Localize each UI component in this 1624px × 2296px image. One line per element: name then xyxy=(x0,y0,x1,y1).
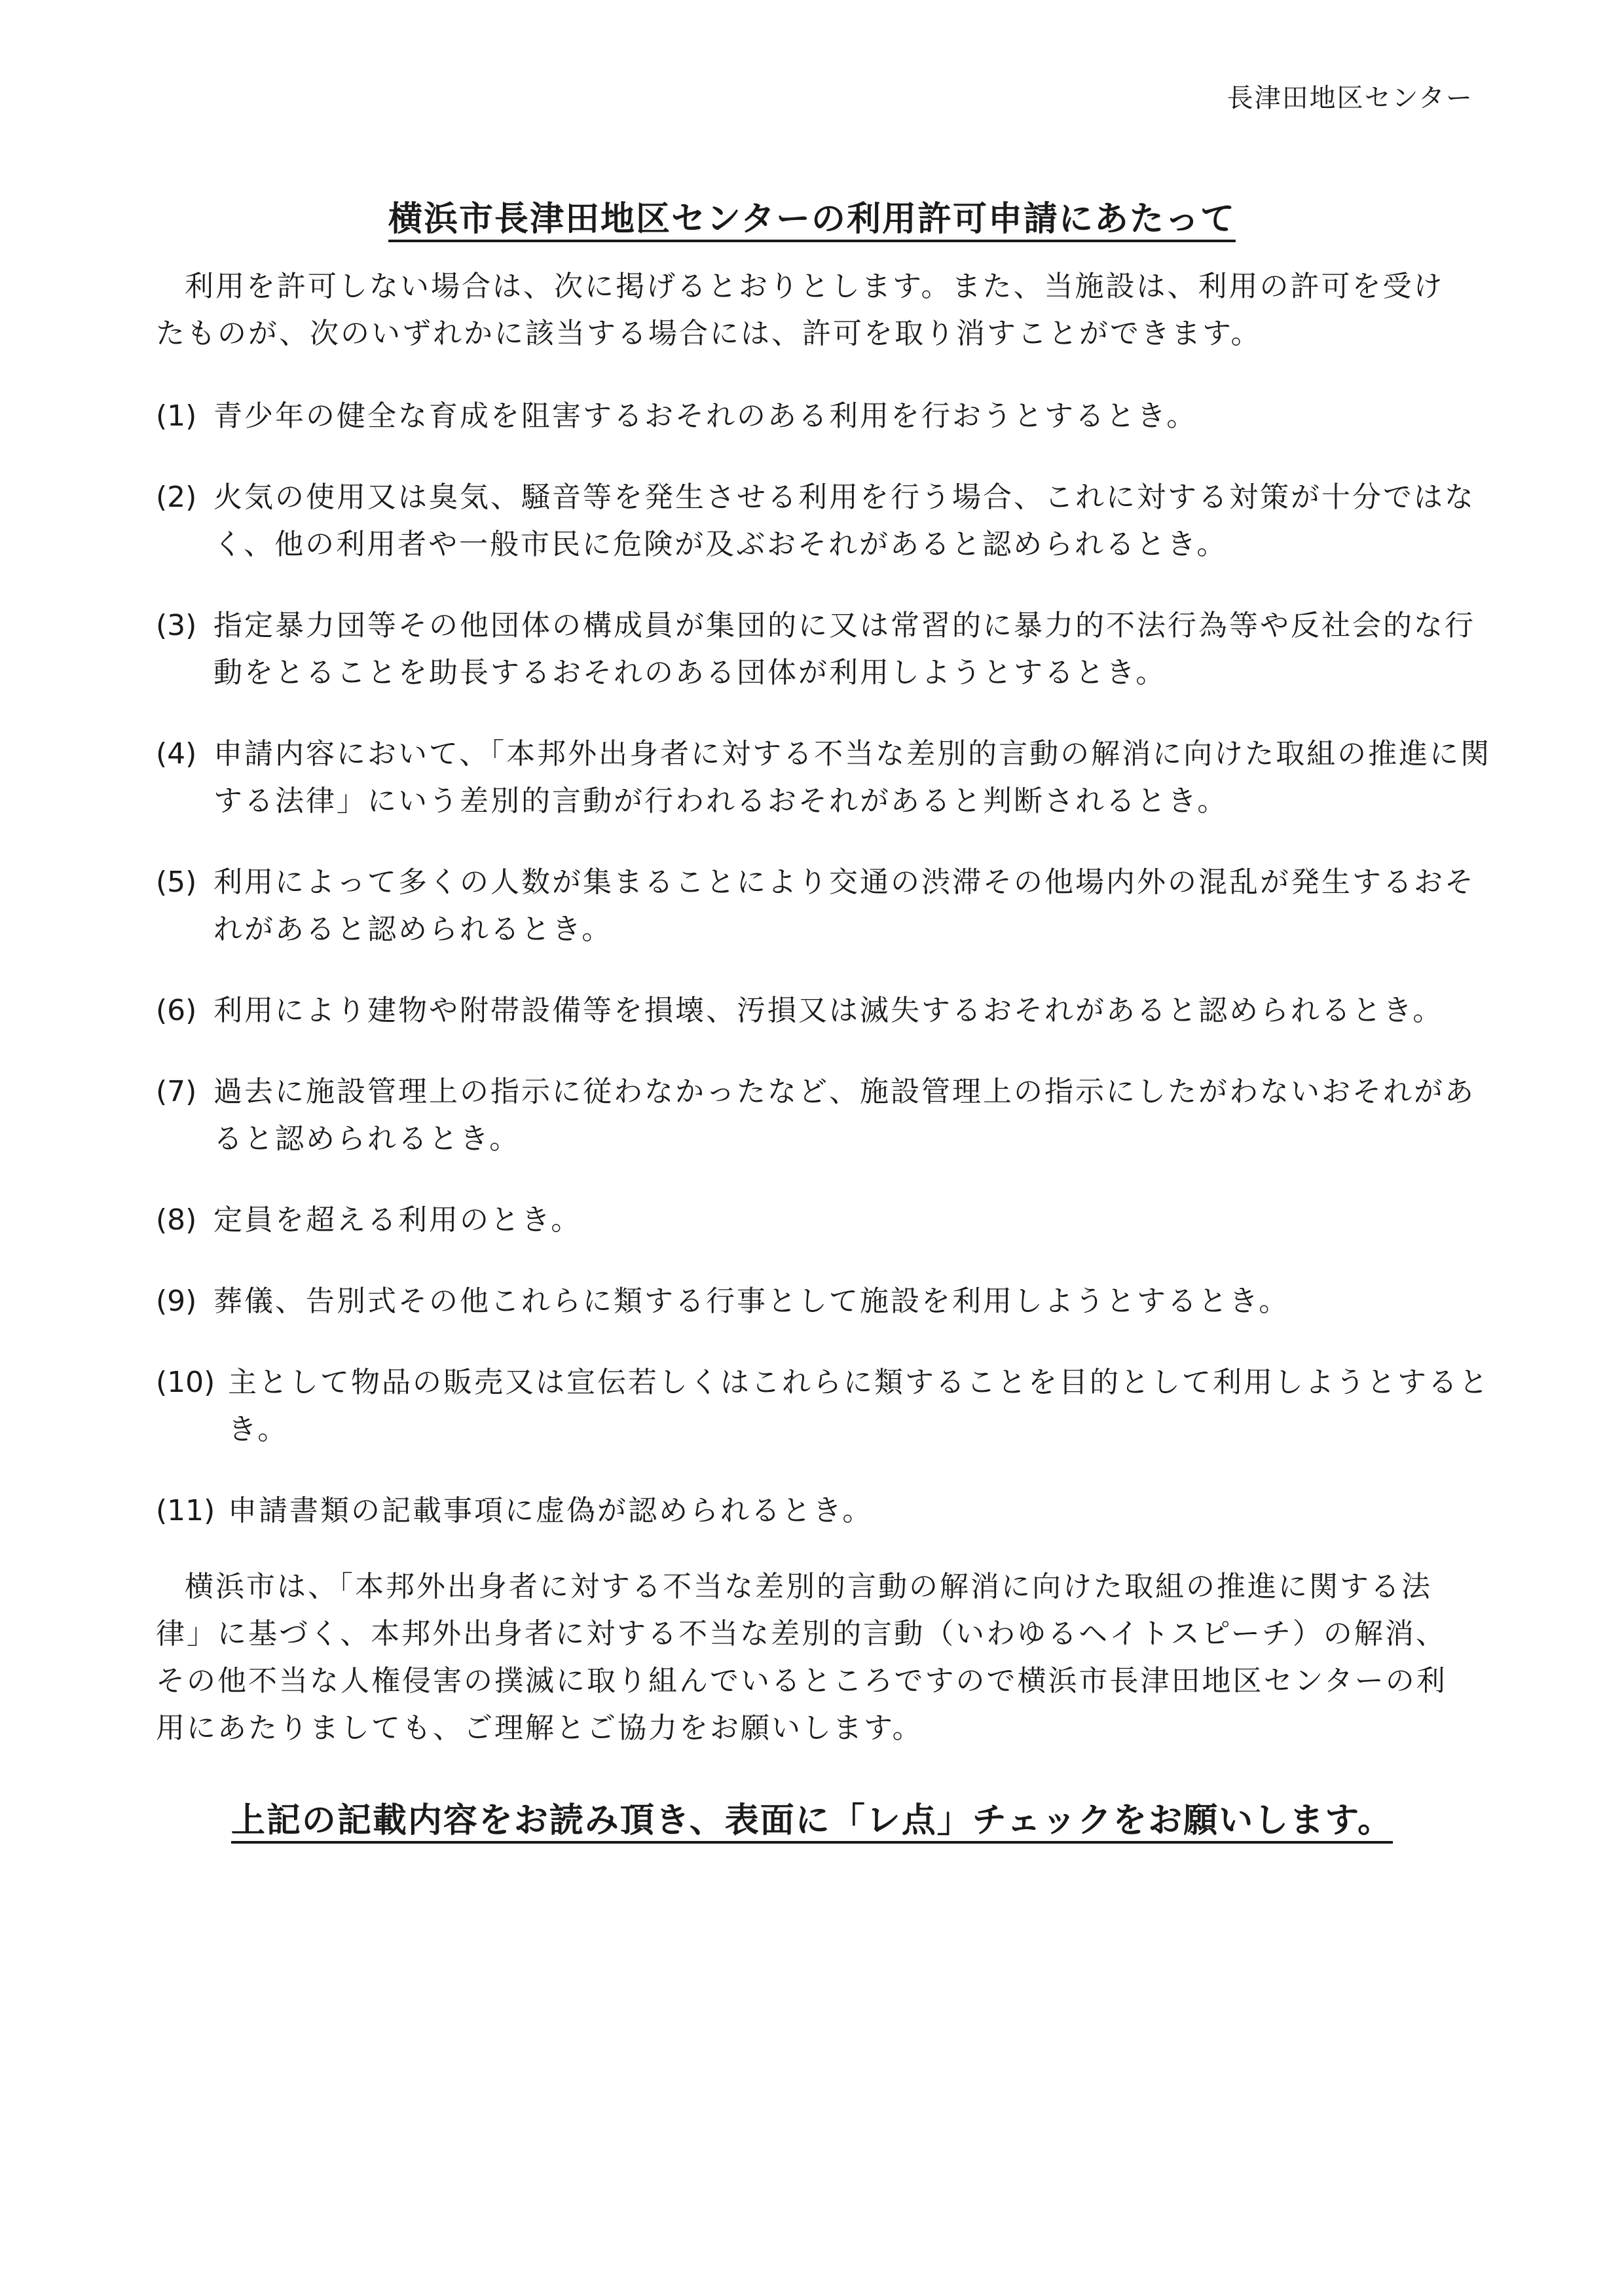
document-title xyxy=(0,191,1624,240)
checkmark-request xyxy=(0,1793,1624,1842)
item-text: 火気の使用又は臭気、騒音等を発生させる利用を行う場合、これに対する対策が十分ではなく、他の利用者や一般市民に危険が及ぶおそれがあると認められるとき。 xyxy=(213,481,1475,561)
item-number: (10) xyxy=(156,1366,215,1399)
closing-paragraph: 横浜市は、「本邦外出身者に対する不当な差別的言動の解消に向けた取組の推進に関する法律」に基づく、本邦外出身者に対する不当な差別的言動（いわゆるヘイトスピーチ）の解消、その他不当な人権侵害の撲滅に取り組んでいるところですので横浜市長津田地区センターの利用にあたりましても、ご理解とご協力をお願いします。 xyxy=(156,1570,1447,1745)
list-item xyxy=(156,474,1492,568)
list-item xyxy=(156,1278,1492,1325)
item-text: 葬儀、告別式その他これらに類する行事として施設を利用しようとするとき。 xyxy=(213,1285,1290,1318)
item-number: (3) xyxy=(156,609,197,642)
list-item xyxy=(156,1359,1492,1453)
item-number: (9) xyxy=(156,1285,197,1318)
list-item xyxy=(156,1197,1492,1244)
item-text: 定員を超える利用のとき。 xyxy=(213,1203,582,1237)
list-item xyxy=(156,1068,1492,1163)
checkmark-request-text: 上記の記載内容をお読み頂き、表面に「レ点」チェックをお願いします。 xyxy=(231,1801,1393,1840)
item-text: 主として物品の販売又は宣伝若しくはこれらに類することを目的として利用しようとするとき。 xyxy=(228,1366,1490,1446)
list-item xyxy=(156,393,1492,440)
item-number: (5) xyxy=(156,866,197,899)
item-number: (8) xyxy=(156,1203,197,1237)
conditions-list xyxy=(156,393,1492,1569)
item-text: 青少年の健全な育成を阻害するおそれのある利用を行おうとするとき。 xyxy=(213,399,1198,433)
list-item xyxy=(156,987,1492,1034)
item-text: 利用により建物や附帯設備等を損壊、汚損又は滅失するおそれがあると認められるとき。 xyxy=(213,994,1444,1027)
list-item xyxy=(156,1487,1492,1535)
list-item xyxy=(156,731,1492,825)
document-title-text: 横浜市長津田地区センターの利用許可申請にあたって xyxy=(388,200,1236,239)
item-number: (1) xyxy=(156,399,197,433)
item-number: (4) xyxy=(156,737,197,771)
item-text: 申請書類の記載事項に虚偽が認められるとき。 xyxy=(228,1494,874,1527)
item-text: 申請内容において、「本邦外出身者に対する不当な差別的言動の解消に向けた取組の推進に関する法律」にいう差別的言動が行われるおそれがあると判断されるとき。 xyxy=(213,737,1492,818)
item-number: (2) xyxy=(156,481,197,514)
item-text: 利用によって多くの人数が集まることにより交通の渋滞その他場内外の混乱が発生するおそれがあると認められるとき。 xyxy=(213,866,1475,946)
list-item xyxy=(156,602,1492,697)
item-text: 指定暴力団等その他団体の構成員が集団的に又は常習的に暴力的不法行為等や反社会的な行動をとることを助長するおそれのある団体が利用しようとするとき。 xyxy=(213,609,1475,689)
item-number: (6) xyxy=(156,994,197,1027)
item-number: (7) xyxy=(156,1075,197,1108)
item-text: 過去に施設管理上の指示に従わなかったなど、施設管理上の指示にしたがわないおそれがあると認められるとき。 xyxy=(213,1075,1475,1156)
list-item xyxy=(156,859,1492,953)
intro-paragraph: 利用を許可しない場合は、次に掲げるとおりとします。また、当施設は、利用の許可を受けたものが、次のいずれかに該当する場合には、許可を取り消すことができます。 xyxy=(156,270,1445,350)
organization-name: 長津田地区センター xyxy=(1227,83,1473,113)
item-number: (11) xyxy=(156,1494,215,1527)
